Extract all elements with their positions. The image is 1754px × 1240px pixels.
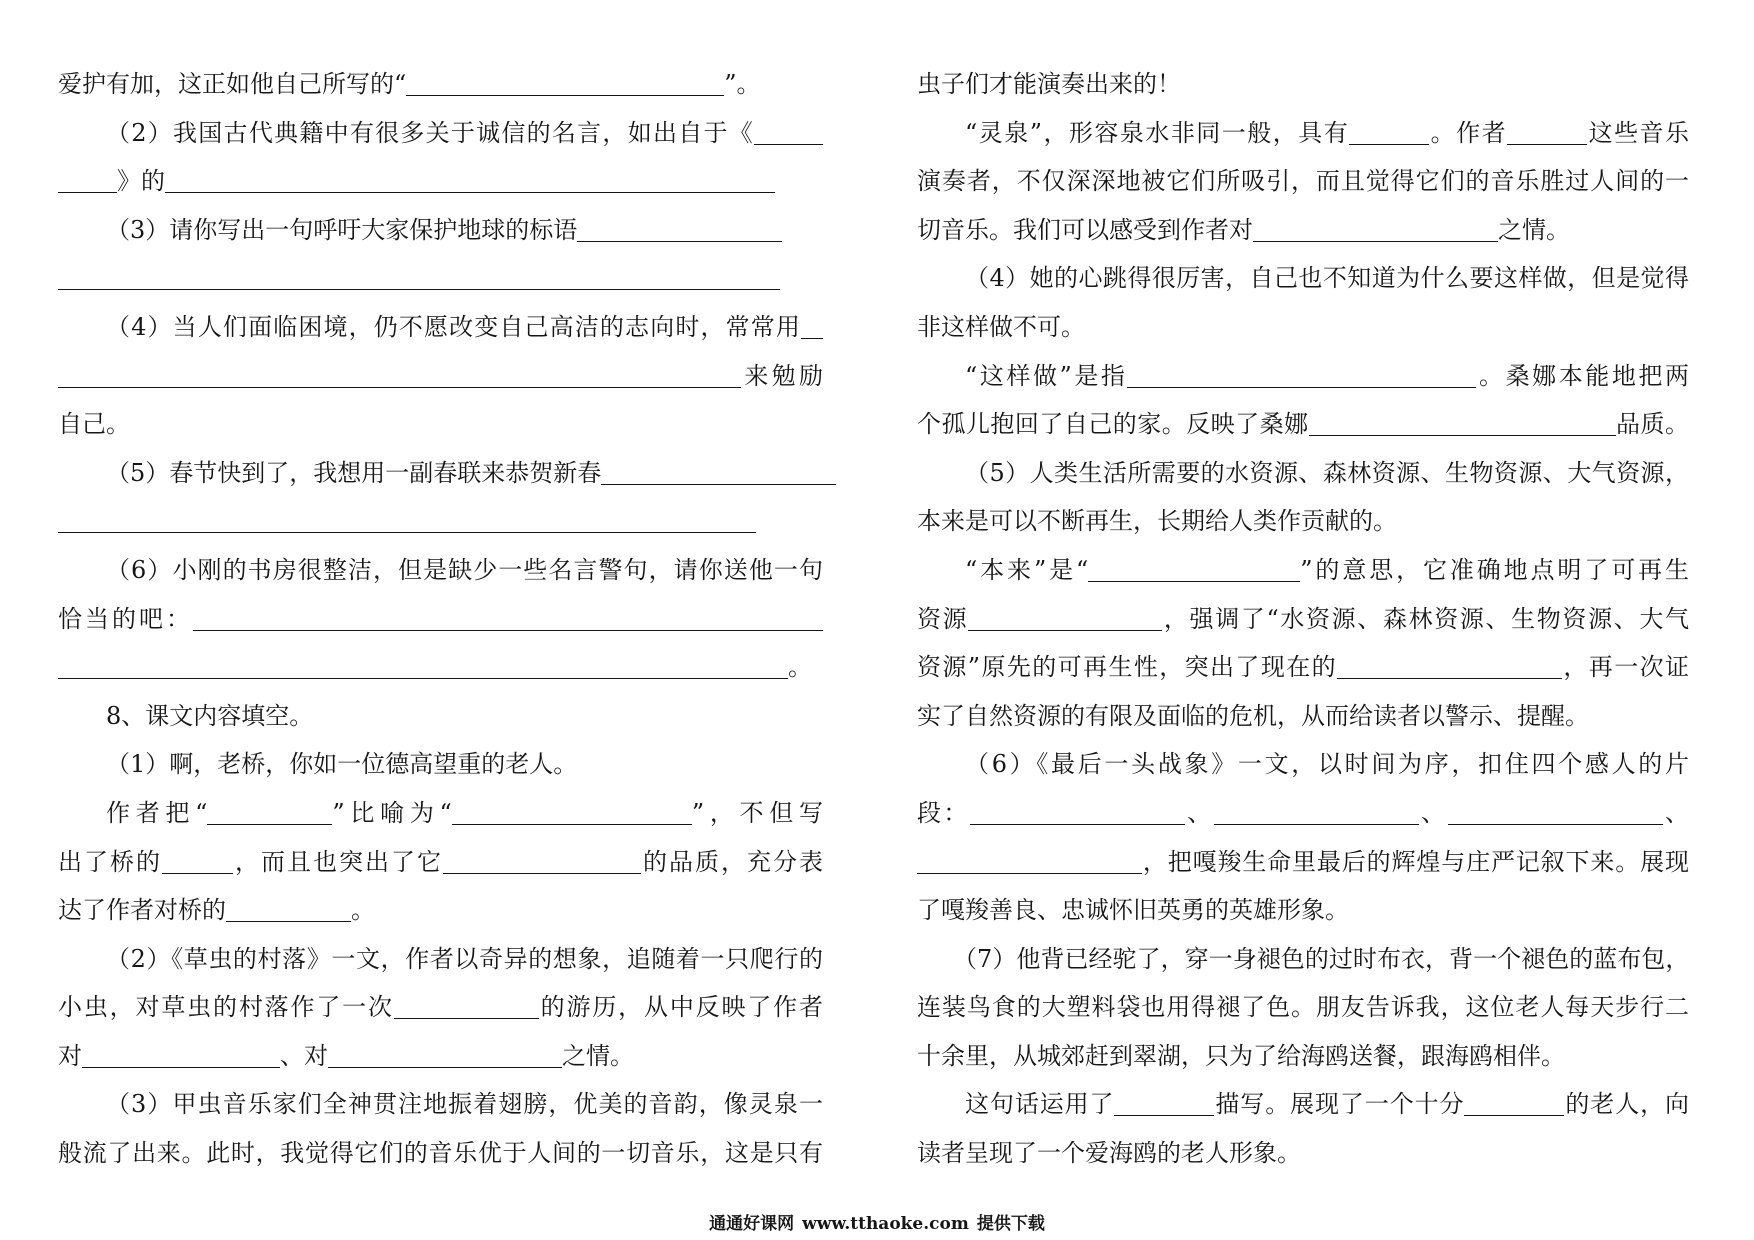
text-line	[917, 303, 1689, 352]
text-line	[58, 595, 823, 644]
line-text: 自己。	[58, 410, 130, 439]
line-text: 、	[1418, 798, 1448, 827]
line-text: 个孤儿抱回了自己的家。反映了桑娜	[917, 410, 1309, 439]
text-line	[58, 983, 823, 1032]
answer-blank	[58, 654, 788, 679]
line-text: 作者把“	[106, 798, 208, 827]
line-text: 小虫，对草虫的村落作了一次	[58, 993, 394, 1022]
line-text: 非这样做不可。	[917, 312, 1085, 341]
text-line	[917, 400, 1689, 449]
text-line	[58, 1129, 823, 1178]
line-text: “本来”是“	[965, 555, 1089, 584]
text-line	[917, 546, 1689, 595]
answer-blank	[58, 265, 780, 290]
line-text: 切音乐。我们可以感受到作者对	[917, 215, 1253, 244]
line-text: （7）他背已经驼了，穿一身褪色的过时布衣，背一个褪色的蓝布包，	[953, 944, 1689, 973]
line-text: 十余里，从城郊赶到翠湖，只为了给海鸥送餐，跟海鸥相伴。	[917, 1041, 1565, 1070]
section-heading	[58, 692, 823, 741]
text-line	[917, 206, 1689, 255]
line-text: ，再一次证	[1562, 653, 1689, 682]
text-line	[917, 157, 1689, 206]
line-text: 品质。	[1615, 410, 1689, 439]
line-text: 般流了出来。此时，我觉得它们的音乐优于人间的一切音乐，这是只有	[58, 1139, 823, 1168]
answer-blank	[1114, 1091, 1214, 1116]
answer-blank	[1448, 800, 1663, 825]
answer-blank	[58, 363, 741, 388]
line-text: 段：	[917, 798, 970, 827]
line-text: 达了作者对桥的	[58, 896, 226, 925]
line-text: 资源	[917, 604, 969, 633]
answer-blank	[1088, 557, 1300, 582]
text-line	[917, 449, 1689, 498]
line-text: 连装鸟食的大塑料袋也用得褪了色。朋友告诉我，这位老人每天步行二	[917, 993, 1689, 1022]
line-text: 、	[1662, 798, 1690, 827]
footer-url: www.tthaoke.com	[802, 1214, 969, 1234]
line-text: 这些音乐	[1587, 118, 1690, 147]
line-text: （2）《草虫的村落》一文，作者以奇异的想象，追随着一只爬行的	[106, 944, 823, 973]
line-text: 爱护有加，这正如他自己所写的“	[58, 70, 407, 98]
line-text: 实了自然资源的有限及面临的危机，从而给读者以警示、提醒。	[917, 701, 1589, 730]
footer-download-note: 提供下载	[976, 1214, 1045, 1234]
text-line	[917, 109, 1689, 158]
text-line	[917, 60, 1689, 109]
answer-blank	[801, 314, 823, 339]
answer-blank	[328, 1043, 562, 1068]
text-line	[58, 886, 823, 935]
answer-blank	[970, 800, 1185, 825]
line-text: “灵泉”，形容泉水非同一般，具有	[965, 118, 1350, 147]
text-line	[58, 497, 823, 546]
answer-blank	[1309, 411, 1616, 436]
answer-blank	[394, 994, 539, 1019]
text-line	[917, 1129, 1689, 1178]
answer-blank	[1464, 1091, 1564, 1116]
text-line	[917, 497, 1689, 546]
answer-blank	[58, 508, 756, 533]
line-text: 。	[788, 653, 812, 682]
line-text: 资源”原先的可再生性，突出了现在的	[917, 653, 1338, 682]
text-line	[917, 983, 1689, 1032]
answer-blank	[165, 168, 775, 193]
line-text: 》的	[117, 167, 165, 196]
answer-blank	[917, 849, 1142, 874]
line-text: （4）当人们面临困境，仍不愿改变自己高洁的志向时，常常用	[106, 312, 801, 341]
line-text: （6）《最后一头战象》一文，以时间为序，扣住四个感人的片	[965, 750, 1689, 779]
line-text: 的品质，充分表	[641, 847, 823, 876]
answer-blank	[1337, 654, 1562, 679]
text-line	[58, 303, 823, 352]
text-line	[58, 838, 823, 887]
answer-blank	[58, 168, 117, 193]
text-line	[58, 1080, 823, 1129]
line-text: 恰当的吧：	[58, 604, 193, 633]
text-line	[58, 546, 823, 595]
line-text: 出了桥的	[58, 847, 162, 876]
answer-blank	[577, 217, 782, 242]
line-text: （1）啊，老桥，你如一位德高望重的老人。	[106, 750, 578, 779]
text-line	[58, 60, 823, 109]
line-text: （5）春节快到了，我想用一副春联来恭贺新春	[106, 458, 602, 487]
line-text: （4）她的心跳得很厉害，自己也不知道为什么要这样做，但是觉得	[965, 264, 1689, 293]
line-text: ，强调了“水资源、森林资源、生物资源、大气	[1162, 604, 1689, 633]
line-text: 本来是可以不断再生，长期给人类作贡献的。	[917, 507, 1397, 536]
line-text: （5）人类生活所需要的水资源、森林资源、生物资源、大气资源，	[965, 458, 1689, 487]
right-column	[917, 60, 1689, 1178]
text-line	[58, 157, 823, 206]
line-text: （3）请你写出一句呼吁大家保护地球的标语	[106, 215, 578, 244]
text-line	[917, 740, 1689, 789]
line-text: （3）甲虫音乐家们全神贯注地振着翅膀，优美的音韵，像灵泉一	[106, 1090, 823, 1119]
text-line	[917, 1080, 1689, 1129]
line-text: ，把嘎羧生命里最后的辉煌与庄严记叙下来。展现	[1142, 847, 1689, 876]
text-line	[58, 206, 823, 255]
text-line	[917, 692, 1689, 741]
line-text: 之情。	[1498, 215, 1570, 244]
answer-blank	[207, 800, 332, 825]
line-text: 这句话运用了	[965, 1090, 1115, 1119]
text-line	[917, 886, 1689, 935]
line-text: 来勉励	[741, 361, 823, 390]
line-text: 。	[351, 896, 375, 925]
answer-blank	[754, 120, 823, 145]
line-text: 了嘎羧善良、忠诚怀旧英勇的英雄形象。	[917, 896, 1349, 925]
text-line	[917, 1032, 1689, 1081]
line-text: 演奏者，不仅深深地被它们所吸引，而且觉得它们的音乐胜过人间的一	[917, 167, 1689, 196]
line-text: 虫子们才能演奏出来的！	[917, 70, 1181, 98]
line-text: ”的意思，它准确地点明了可再生	[1300, 555, 1689, 584]
text-line	[917, 643, 1689, 692]
footer-site-name: 通通好课网	[709, 1214, 795, 1234]
line-text: （6）小刚的书房很整洁，但是缺少一些名言警句，请你送他一句	[106, 555, 823, 584]
text-line	[917, 838, 1689, 887]
text-line	[58, 935, 823, 984]
line-text: ”比喻为“	[332, 798, 452, 827]
text-line	[58, 254, 823, 303]
answer-blank	[452, 800, 692, 825]
text-line	[917, 789, 1689, 838]
line-text: 。桑娜本能地把两	[1476, 361, 1689, 390]
answer-blank	[443, 849, 641, 874]
text-line	[58, 643, 823, 692]
text-line	[58, 400, 823, 449]
line-text: ，而且也突出了它	[233, 847, 443, 876]
answer-blank	[1214, 800, 1419, 825]
answer-blank	[1349, 120, 1429, 145]
line-text: 之情。	[562, 1041, 634, 1070]
line-text: 的游历，从中反映了作者	[538, 993, 824, 1022]
text-line	[58, 352, 823, 401]
line-text: 。作者	[1429, 118, 1508, 147]
answer-blank	[162, 849, 233, 874]
text-line	[917, 254, 1689, 303]
line-text: 读者呈现了一个爱海鸥的老人形象。	[917, 1139, 1301, 1168]
answer-blank	[968, 606, 1162, 631]
text-line	[917, 352, 1689, 401]
answer-blank	[1507, 120, 1587, 145]
line-text: ”，不但写	[691, 798, 823, 827]
text-line	[58, 1032, 823, 1081]
answer-blank	[601, 460, 836, 485]
text-line	[58, 109, 823, 158]
left-column	[58, 60, 823, 1178]
answer-blank	[82, 1043, 280, 1068]
text-line	[58, 740, 823, 789]
line-text: （2）我国古代典籍中有很多关于诚信的名言，如出自于《	[106, 118, 754, 147]
line-text: 对	[58, 1041, 82, 1070]
answer-blank	[1253, 217, 1498, 242]
text-line	[58, 449, 823, 498]
answer-blank	[226, 897, 351, 922]
text-line	[917, 595, 1689, 644]
answer-blank	[406, 71, 724, 96]
text-line	[917, 935, 1689, 984]
line-text: 描写。展现了一个十分	[1214, 1090, 1465, 1119]
line-text: 、对	[280, 1041, 328, 1070]
answer-blank	[1127, 363, 1476, 388]
line-text: 的老人，向	[1564, 1090, 1690, 1119]
line-text: 8、课文内容填空。	[106, 701, 314, 730]
line-text: “这样做”是指	[965, 361, 1128, 390]
line-text: 、	[1184, 798, 1214, 827]
page-footer	[0, 1212, 1754, 1236]
text-line	[58, 789, 823, 838]
line-text: ”。	[724, 70, 761, 98]
answer-blank	[193, 606, 823, 631]
